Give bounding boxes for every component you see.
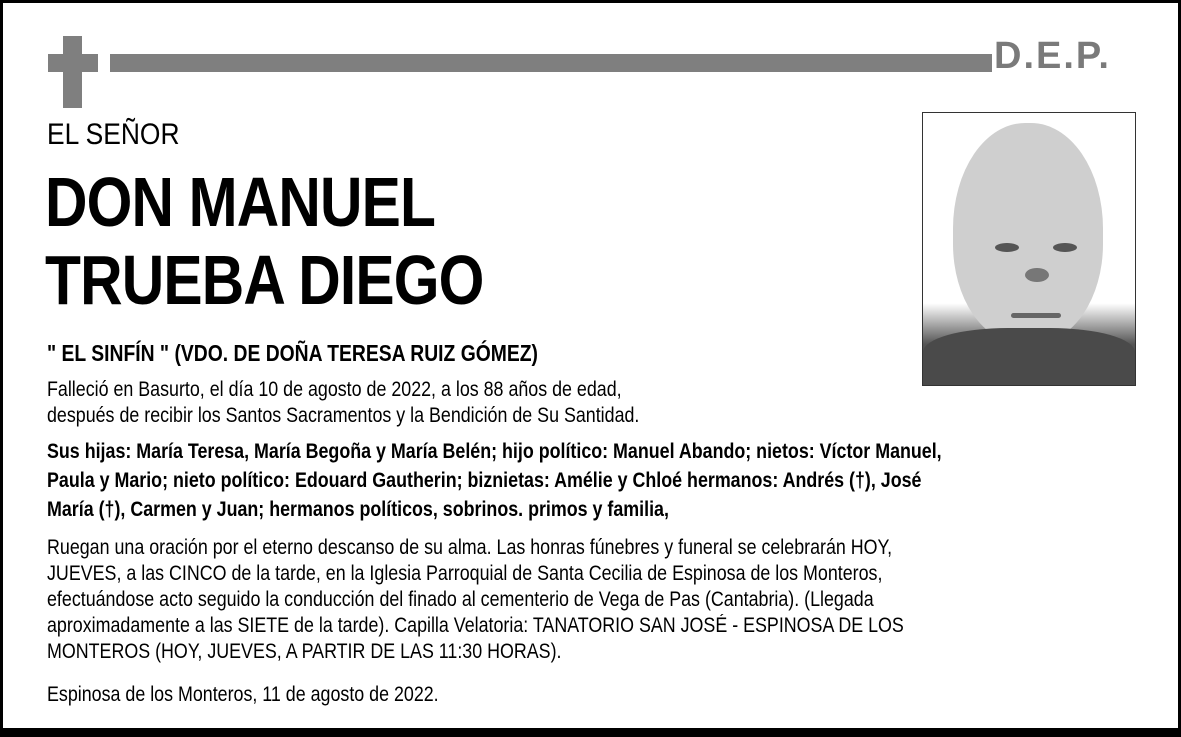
death-line: después de recibir los Santos Sacramentos y la Bendición de Su Santidad. <box>47 404 640 427</box>
header-rule <box>110 54 992 72</box>
ceremony-line: MONTEROS (HOY, JUEVES, A PARTIR DE LAS 11:30 HORAS). <box>47 640 562 663</box>
bottom-border <box>0 728 1181 737</box>
portrait-photo <box>922 112 1136 386</box>
name-line-1: DON MANUEL <box>45 163 436 241</box>
place-date: Espinosa de los Monteros, 11 de agosto de 2022. <box>47 683 439 706</box>
portrait-nose <box>1025 268 1049 282</box>
family-line: María (†), Carmen y Juan; hermanos políticos, sobrinos. primos y familia, <box>47 498 669 521</box>
latin-cross-icon <box>63 36 82 108</box>
deceased-name <box>45 163 484 319</box>
portrait-head <box>953 123 1103 343</box>
ceremony-line: efectuándose acto seguido la conducción del finado al cementerio de Vega de Pas (Cantabria). (Llegada <box>47 588 874 611</box>
name-line-2: TRUEBA DIEGO <box>45 241 484 319</box>
latin-cross-icon-arm <box>48 54 98 72</box>
death-line: Falleció en Basurto, el día 10 de agosto de 2022, a los 88 años de edad, <box>47 378 622 401</box>
dep-label: D.E.P. <box>994 35 1111 77</box>
ceremony-line: aproximadamente a las SIETE de la tarde). Capilla Velatoria: TANATORIO SAN JOSÉ - ESPINOSA DE LOS <box>47 614 904 637</box>
obituary-notice <box>3 3 1178 728</box>
family-line: Sus hijas: María Teresa, María Begoña y María Belén; hijo político: Manuel Abando; nietos: Víctor Manuel, <box>47 440 942 463</box>
portrait-eye <box>1053 243 1077 252</box>
alias-line: " EL SINFÍN " (VDO. DE DOÑA TERESA RUIZ GÓMEZ) <box>47 340 538 366</box>
family-line: Paula y Mario; nieto político: Edouard Gautherin; biznietas: Amélie y Chloé hermanos: Andrés (†), José <box>47 469 922 492</box>
title-prefix: EL SEÑOR <box>47 118 180 151</box>
portrait-eye <box>995 243 1019 252</box>
ceremony-line: JUEVES, a las CINCO de la tarde, en la Iglesia Parroquial de Santa Cecilia de Espinosa de los Monteros, <box>47 562 883 585</box>
portrait-mouth <box>1011 313 1061 318</box>
portrait-shoulders <box>923 328 1135 386</box>
ceremony-line: Ruegan una oración por el eterno descanso de su alma. Las honras fúnebres y funeral se celebrarán HOY, <box>47 536 893 559</box>
